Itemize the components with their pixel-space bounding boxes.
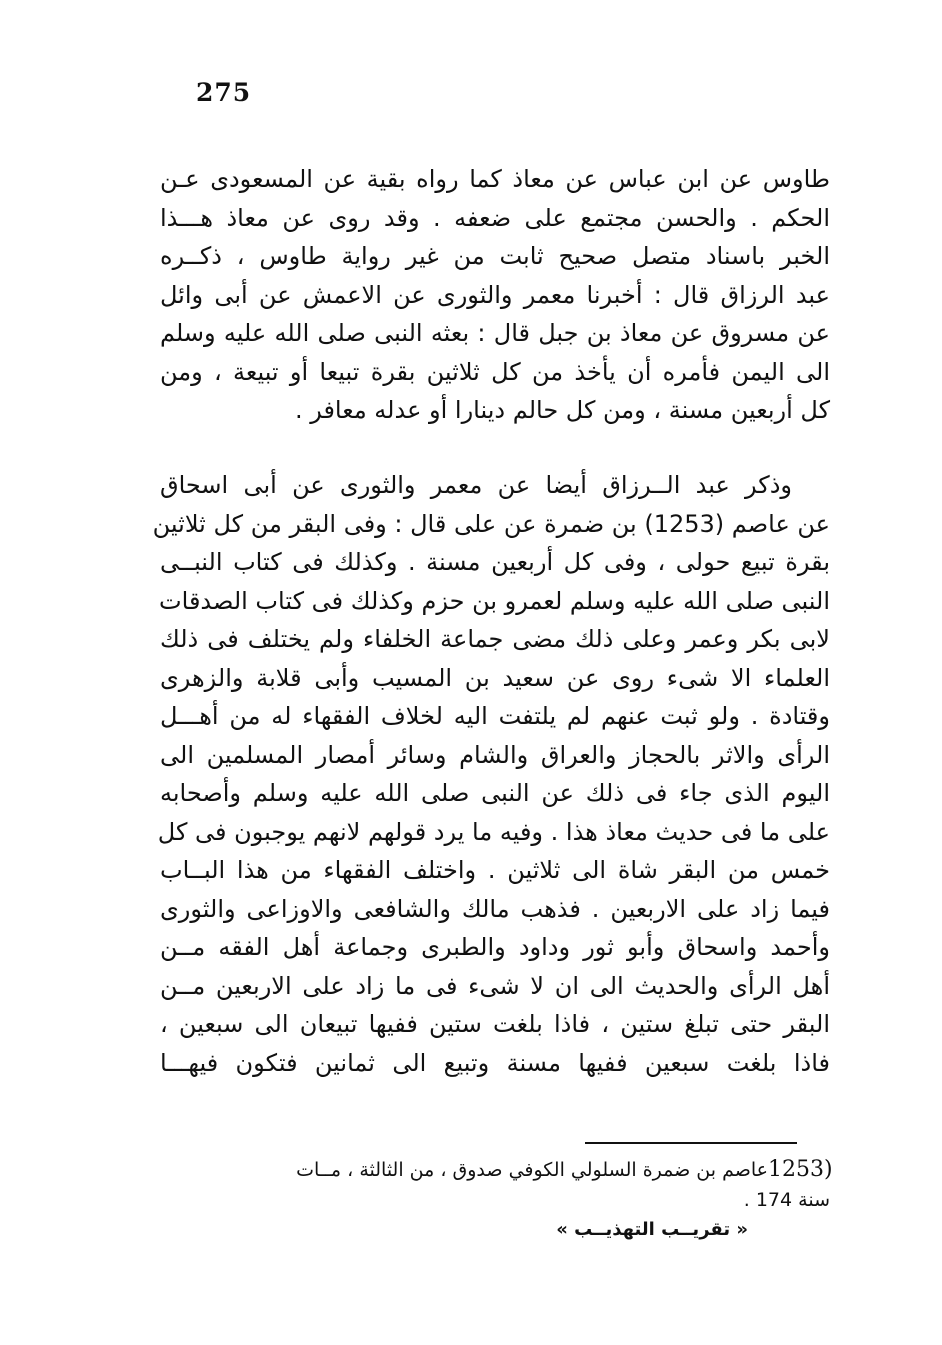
text-line: اليوم الذى جاء فى ذلك عن النبى صلى الله عليه وسلم وأصحابه bbox=[160, 779, 830, 807]
paragraph-2 bbox=[152, 466, 830, 1082]
text-line: عن عاصم (1253) بن ضمرة عن على قال : وفى البقر من كل ثلاثين bbox=[152, 509, 830, 538]
footnote-source: « تقريــب التهذيــب » bbox=[556, 1219, 748, 1240]
text-line: وقتادة . ولو ثبت عنهم لم يلتفت اليه لخلاف الفقهاء له من أهـــل bbox=[160, 702, 830, 730]
text-line: أهل الرأى والحديث الى ان لا شىء فى ما زاد على الاربعين مــن bbox=[160, 971, 830, 1000]
footnote-entry bbox=[160, 1155, 833, 1185]
footnote-number: 1253) bbox=[768, 1157, 833, 1182]
text-line: البقر حتى تبلغ ستين ، فاذا بلغت ستين ففيها تبيعان الى سبعين ، bbox=[160, 1010, 830, 1038]
text-line: فيما زاد على الاربعين . فذهب مالك والشافعى والاوزاعى والثورى bbox=[160, 894, 830, 923]
text-line: عبد الرزاق قال : أخبرنا معمر والثورى عن الاعمش عن أبى وائل bbox=[160, 280, 830, 309]
paragraph-1 bbox=[160, 160, 830, 430]
text-line: وأحمد واسحاق وأبو ثور وداود والطبرى وجماعة أهل الفقه مــن bbox=[160, 933, 830, 961]
text-line: الخبر باسناد متصل صحيح ثابت من غير رواية طاوس ، ذكــره bbox=[160, 242, 830, 270]
text-line: وذكر عبد الــرزاق أيضا عن معمر والثورى عن أبى اسحاق bbox=[160, 471, 792, 499]
footnote-divider bbox=[585, 1142, 797, 1144]
text-line: خمس من البقر شاة الى ثلاثين . واختلف الفقهاء من هذا البــاب bbox=[160, 856, 830, 884]
footnote-text: عاصم بن ضمرة السلولي الكوفي صدوق ، من الثالثة ، مــات bbox=[296, 1159, 768, 1181]
page-number: 275 bbox=[196, 78, 252, 107]
text-line: طاوس عن ابن عباس عن معاذ كما رواه بقية عن المسعودى عـن bbox=[160, 165, 830, 193]
text-line: النبى صلى الله عليه وسلم لعمرو بن حزم وكذلك فى كتاب الصدقات bbox=[159, 586, 830, 615]
text-line: الرأى والاثر بالحجاز والعراق والشام وسائر أمصار المسلمين الى bbox=[160, 740, 830, 769]
text-line: عن مسروق عن معاذ بن جبل قال : بعثه النبى صلى الله عليه وسلم bbox=[160, 319, 830, 347]
footnote bbox=[160, 1155, 833, 1245]
text-line: على ما فى حديث معاذ هذا . وفيه ما يرد قولهم لانهم يوجبون فى كل bbox=[157, 817, 830, 846]
text-line: العلماء الا شىء روى عن سعيد بن المسيب وأبى قلابة والزهرى bbox=[160, 663, 830, 692]
text-line: لابى بكر وعمر وعلى ذلك مضى جماعة الخلفاء ولم يختلف فى ذلك bbox=[160, 625, 830, 653]
text-line: فاذا بلغت سبعين ففيها مسنة وتبيع الى ثمانين فتكون فيهـــا bbox=[160, 1048, 830, 1077]
footnote-text-continued: سنة 174 . bbox=[743, 1189, 830, 1211]
text-line: الحكم . والحسن مجتمع على ضعفه . وقد روى عن معاذ هـــذا bbox=[160, 203, 830, 232]
text-line: الى اليمن فأمره أن يأخذ من كل ثلاثين بقرة تبيعا أو تبيعة ، ومن bbox=[160, 357, 830, 386]
text-line: بقرة تبيع حولى ، وفى كل أربعين مسنة . وكذلك فى كتاب النبــى bbox=[160, 548, 830, 576]
text-line: كل أربعين مسنة ، ومن كل حالم دينارا أو عدله معافر . bbox=[294, 396, 830, 424]
